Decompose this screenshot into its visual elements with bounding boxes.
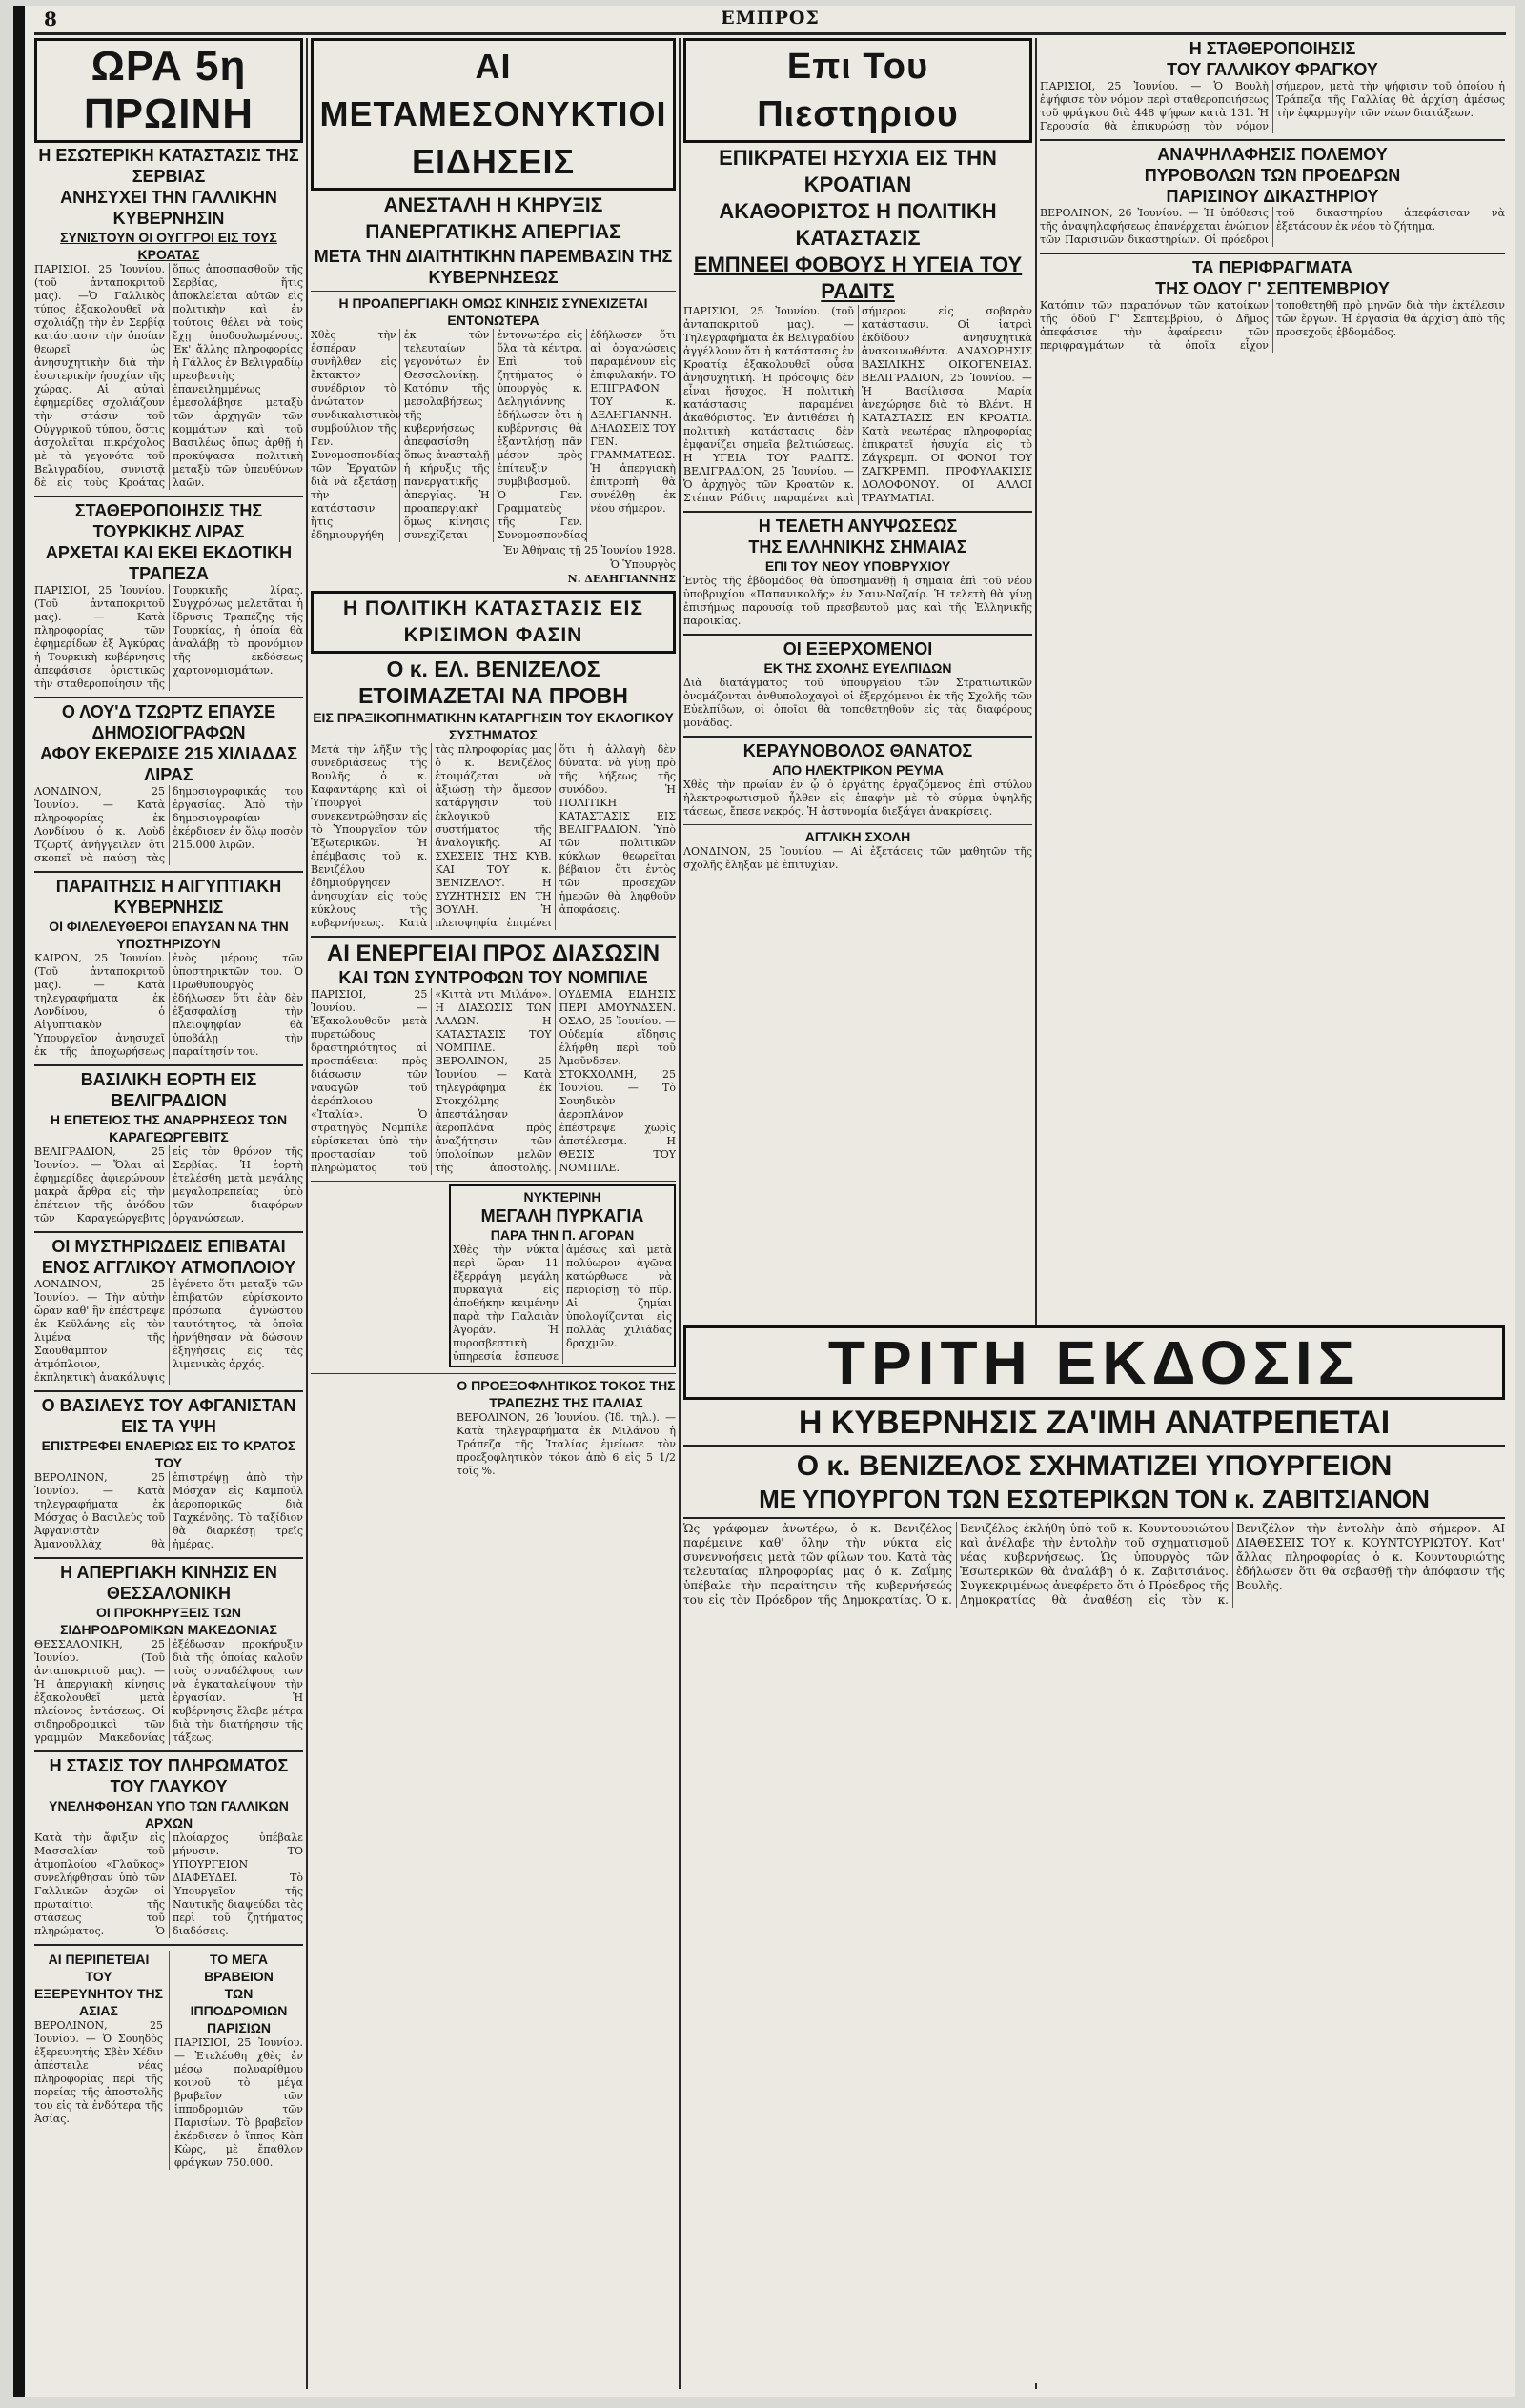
article-body: ΛΟΝΔΙΝΟΝ, 25 Ἰουνίου. — Τὴν αὐτὴν ὥραν καθ' ἣν ἐπέστρεψε ἐκ Κεϋλάνης εἰς τὸν λιμένα τῆς Σαουθάμπτον ἀτμόπλοιον, ἐκπληκτικὴ ἀνακάλυψις ἐγένετο ὅτι μεταξὺ τῶν ἐπιβατῶν εὑρίσκοντο πρόσωπα ἀγνώστου ταυτότητος, τὰ ὁποῖα ἠρνήθησαν νὰ δώσουν ἐξηγήσεις εἰς τὰς λιμενικὰς ἀρχάς. — [34, 1278, 303, 1384]
article-glaukos — [34, 1755, 303, 1938]
article-egypt — [34, 876, 303, 1059]
article-appeal — [1040, 144, 1505, 247]
headline: Η ΤΕΛΕΤΗ ΑΝΥΨΩΣΕΩΣ — [758, 516, 958, 536]
headline: ΑΙ ΕΝΕΡΓΕΙΑΙ ΠΡΟΣ ΔΙΑΣΩΣΙΝ — [326, 941, 661, 966]
article-body: ΠΑΡΙΣΙΟΙ, 25 Ἰουνίου. — Ὁ Βουλὴ ἐψήφισε τὸν νόμον περὶ σταθεροποιήσεως τοῦ φράγκου διὰ 448 ψήφων κατὰ 131. Ἡ Γερουσία θὰ ἐπικυρώσῃ τὸν νόμον σήμερον, μετὰ τὴν ψήφισιν τοῦ ὁποίου ἡ Τράπεζα τῆς Γαλλίας θὰ ἀρχίσῃ ἀμέσως τὴν ἐφαρμογὴν τῶν νέων διατάξεων. — [1040, 80, 1505, 132]
article-passengers — [34, 1236, 303, 1385]
headline: ΤΗΣ ΕΛΛΗΝΙΚΗΣ ΣΗΜΑΙΑΣ — [748, 537, 967, 556]
headline: ΤΗΣ ΟΔΟΥ Γ' ΣΕΠΤΕΜΒΡΙΟΥ — [1155, 279, 1390, 298]
article-body: Διὰ διατάγματος τοῦ ὑπουργείου τῶν Στρατιωτικῶν ὀνομάζονται ἀνθυπολοχαγοὶ οἱ ἐξερχόμενοι ἐκ τῆς Σχολῆς τῶν Εὐελπίδων, οἱ ὁποῖοι θὰ τοποθετηθοῦν εἰς τὰς διαφόρους μονάδας. — [683, 677, 1032, 729]
subheadline: ΟΙ ΠΡΟΚΗΡΥΞΕΙΣ ΤΩΝ ΣΙΔΗΡΟΔΡΟΜΙΚΩΝ ΜΑΚΕΔΟΝΙΑΣ — [60, 1605, 277, 1637]
article-general-strike — [311, 192, 676, 585]
article-body: Χθὲς τὴν πρωίαν ἐν ᾧ ὁ ἐργάτης ἐργαζόμενος ἐπὶ στύλου ἠλεκτροφωτισμοῦ ἦλθεν εἰς ἐπαφὴν μὲ τὸ σύρμα ὑψηλῆς τάσεως, ἔπεσε νεκρός. Ἡ ἀστυνομία διεξάγει ἀνακρίσεις. — [683, 779, 1032, 818]
subheadline: ΕΙΣ ΠΡΑΞΙΚΟΠΗΜΑΤΙΚΗΝ ΚΑΤΑΡΓΗΣΙΝ ΤΟΥ ΕΚΛΟΓΙΚΟΥ ΣΥΣΤΗΜΑΤΟΣ — [313, 710, 674, 742]
article-afghanistan — [34, 1395, 303, 1551]
masthead — [34, 6, 1506, 35]
article-fences — [1040, 257, 1505, 353]
headline: ΑΦΟΥ ΕΚΕΡΔΙΣΕ 215 ΧΙΛΙΑΔΑΣ ΛΙΡΑΣ — [39, 744, 297, 784]
headline: ΑΡΧΕΤΑΙ ΚΑΙ ΕΚΕΙ ΕΚΔΟΤΙΚΗ ΤΡΑΠΕΖΑ — [45, 543, 293, 583]
section-banner: ΩΡΑ 5η ΠΡΩΙΝΗ — [34, 38, 303, 143]
headline: ΕΝΟΣ ΑΓΓΛΙΚΟΥ ΑΤΜΟΠΛΟΙΟΥ — [41, 1258, 296, 1277]
headline: ΠΥΡΟΒΟΛΩΝ ΤΩΝ ΠΡΟΕΔΡΩΝ — [1144, 166, 1401, 185]
signature-name: Ν. ΔΕΛΗΓΙΑΝΝΗΣ — [567, 573, 676, 585]
article-body: ΠΑΡΙΣΙΟΙ, 25 Ἰουνίου. (τοῦ ἀνταποκριτοῦ μας). —Ὁ Γαλλικὸς τύπος ἐξακολουθεῖ νὰ σχολιάζῃ τὴν ἐν Σερβίᾳ κατάστασιν τὴν ὁποίαν θεωρεῖ ὡς ἀνησυχητικὴν διὰ τὴν ἐσωτερικὴν ἡσυχίαν τῆς χώρας. Αἱ αὐταὶ ἐφημερίδες σχολιάζουν τὴν στάσιν τοῦ Οὐγγρικοῦ τύπου, ὅστις ἀσχολεῖται πικρόχολος μὲ τὰ γεγονότα τοῦ Βελιγραδίου, συνιστᾷ δὲ εἰς τοὺς Κροάτας ὅπως ἀποσπασθοῦν τῆς Σερβίας, ἥτις ἀποκλείεται αὐτῶν εἰς πολιτικὴν καὶ ἐν τούτοις θέλει νὰ τοὺς ἔχῃ ὑποδουλωμένους. Ἐκ' ἄλλης πληροφορίας ἡ Γάλλος ἐν Βελιγραδίῳ πρεσβευτὴς ἐπανειλημμένως ἐμεσολάβησε μεταξὺ τῶν ἀρχηγῶν τῶν κομμάτων καὶ τοῦ Βασιλέως ὅπως ἀρθῇ ἡ προκύψασα πολιτικὴ μεταξὺ τῶν ὑπευθύνων λαῶν. — [34, 263, 303, 489]
article-nobile — [311, 941, 676, 1175]
article-body: ΛΟΝΔΙΝΟΝ, 25 Ἰουνίου. — Αἱ ἐξετάσεις τῶν μαθητῶν τῆς σχολῆς ἔληξαν μὲ ἐπιτυχίαν. — [683, 845, 1032, 871]
headline: Ο ΒΑΣΙΛΕΥΣ ΤΟΥ ΑΦΓΑΝΙΣΤΑΝ ΕΙΣ ΤΑ ΥΨΗ — [41, 1396, 296, 1436]
page-edge — [13, 6, 25, 2397]
headline: ΠΑΡΙΣΙΝΟΥ ΔΙΚΑΣΤΗΡΙΟΥ — [1166, 187, 1379, 206]
headline: Η ΣΤΑΣΙΣ ΤΟΥ ΠΛΗΡΩΜΑΤΟΣ ΤΟΥ ΓΛΑΥΚΟΥ — [49, 1756, 289, 1796]
article-body: ΠΑΡΙΣΙΟΙ, 25 Ἰουνίου. (τοῦ ἀνταποκριτοῦ μας). — Τηλεγραφήματα ἐκ Βελιγραδίου ἀγγέλλουν ὅτι ἡ κατάστασις ἐν Κροατίᾳ ἐξακολουθεῖ οὖσα ἀνησυχητική. Ἡ πρόσοψις δὲν εἶναι ἥσυχος. Ἡ πολιτικὴ κατάστασις παραμένει ἀκαθόριστος. Ἐν ἀντιθέσει ἡ πολιτικὴ κατάστασις δὲν ἐμφανίζει σημεῖα βελτιώσεως. Η ΥΓΕΙΑ ΤΟΥ ΡΑΔΙΤΣ. ΒΕΛΙΓΡΑΔΙΟΝ, 25 Ἰουνίου. — Ὁ ἀρχηγὸς τῶν Κροατῶν κ. Στέπαν Ράδιτς παραμένει καὶ σήμερον εἰς σοβαρὰν κατάστασιν. Οἱ ἰατροὶ ἐκδίδουν ἀνησυχητικὰ ἀνακοινωθέντα. ΑΝΑΧΩΡΗΣΙΣ ΒΑΣΙΛΙΚΗΣ ΟΙΚΟΓΕΝΕΙΑΣ. ΒΕΛΙΓΡΑΔΙΟΝ, 25 Ἰουνίου. — Ἡ Βασίλισσα Μαρία ἀνεχώρησε διὰ τὸ Βλέντ. Η ΚΑΤΑΣΤΑΣΙΣ ΕΝ ΚΡΟΑΤΙΑ. Κατὰ νεωτέρας πληροφορίας ἐπικρατεῖ ἡσυχία εἰς τὸ Ζάγκρεμπ. ΟΙ ΦΟΝΟΙ ΤΟΥ ΖΑΓΚΡΕΜΠ. ΠΡΟΦΥΛΑΚΙΣΙΣ ΔΟΛΟΦΟΝΟΥ. ΟΙ ΑΛΛΟΙ ΤΡΑΥΜΑΤΙΑΙ. — [683, 305, 1032, 504]
article-cadets — [683, 638, 1032, 730]
headline: Ο κ. ΒΕΝΙΖΕΛΟΣ ΣΧΗΜΑΤΙΖΕΙ ΥΠΟΥΡΓΕΙΟΝ — [796, 1450, 1393, 1482]
headline: ΜΕΤΑ ΤΗΝ ΔΙΑΙΤΗΤΙΚΗΝ ΠΑΡΕΜΒΑΣΙΝ ΤΗΣ ΚΥΒΕΡΝΗΣΕΩΣ — [314, 247, 673, 287]
article-body: Χθὲς τὴν ἑσπέραν συνῆλθεν εἰς ἔκτακτον συνέδριον τὸ ἀνώτατον συνδικαλιστικὸν συμβούλιον τῆς Γεν. Συνομοσπονδίας τῶν Ἐργατῶν διὰ νὰ ἐξετάσῃ τὴν κατάστασιν ἥτις ἐδημιουργήθη ἐκ τῶν τελευταίων γεγονότων ἐν Θεσσαλονίκῃ. Κατόπιν τῆς μεσολαβήσεως τῆς κυβερνήσεως ἀπεφασίσθη ὅπως ἀνασταλῇ ἡ κήρυξις τῆς πανεργατικῆς ἀπεργίας. Ἡ προαπεργιακὴ ὅμως κίνησις συνεχίζεται ἐντονωτέρα εἰς ὅλα τὰ κέντρα. Ἐπὶ τοῦ ζητήματος ὁ ὑπουργὸς κ. Δεληγιάννης ἐδήλωσεν ὅτι ἡ κυβέρνησις θὰ ἐξαντλήσῃ πᾶν μέσον πρὸς ἐπίτευξιν συμβιβασμοῦ. Ὁ Γεν. Γραμματεὺς τῆς Γεν. Συνομοσπονδίας ἐδήλωσεν ὅτι αἱ ὀργανώσεις παραμένουν εἰς ἐπιφυλακήν. ΤΟ ΕΠΙΓΡΑΦΟΝ ΤΟΥ κ. ΔΕΛΗΓΙΑΝΝΗ. ΔΗΛΩΣΕΙΣ ΤΟΥ ΓΕΝ. ΓΡΑΜΜΑΤΕΩΣ. Ἡ ἀπεργιακὴ ἐπιτροπὴ θὰ συνέλθῃ ἐκ νέου σήμερον. — [311, 329, 676, 541]
subheadline: ΠΑΡΑ ΤΗΝ Π. ΑΓΟΡΑΝ — [490, 1227, 635, 1243]
headline: ΑΝΑΨΗΛΑΦΗΣΙΣ ΠΟΛΕΜΟΥ — [1157, 145, 1388, 164]
column-rule — [679, 38, 681, 2389]
article-electrocution — [683, 740, 1032, 819]
headline: ΜΕΓΑΛΗ ΠΥΡΚΑΓΙΑ — [480, 1206, 644, 1225]
article-fire — [449, 1184, 676, 1367]
subheadline: ΕΠΙΣΤΡΕΦΕΙ ΕΝΑΕΡΙΩΣ ΕΙΣ ΤΟ ΚΡΑΤΟΣ ΤΟΥ — [41, 1438, 296, 1470]
subheadline: Η ΕΠΕΤΕΙΟΣ ΤΗΣ ΑΝΑΡΡΗΣΕΩΣ ΤΩΝ ΚΑΡΑΓΕΩΡΓΕΒΙΤΣ — [50, 1112, 288, 1144]
article-body: ΚΑΙΡΟΝ, 25 Ἰουνίου. (Τοῦ ἀνταποκριτοῦ μας). — Κατὰ τηλεγραφήματα ἐκ Λονδίνου, ὁ Αἰγυπτιακὸν Ὑπουργεῖον ἀνησυχεῖ ἐκ τῆς ἀποχωρήσεως ἐνὸς μέρους τῶν ὑποστηρικτῶν του. Ὁ Πρωθυπουργὸς ἐδήλωσεν ὅτι ἐὰν δὲν ἐξασφαλίσῃ τὴν πλειοψηφίαν θὰ ὑποβάλῃ τὴν παραίτησίν του. — [34, 952, 303, 1058]
article-franc — [1040, 38, 1505, 133]
headline: ΟΙ ΜΥΣΤΗΡΙΩΔΕΙΣ ΕΠΙΒΑΤΑΙ — [51, 1237, 286, 1256]
article-body: Ὡς γράφομεν ἀνωτέρω, ὁ κ. Βενιζέλος παρέμεινε καθ' ὅλην τὴν νύκτα εἰς συνεννοήσεις μετὰ τῶν φίλων του. Κατὰ τὰς τελευταίας πληροφορίας μας ὁ κ. Ζαΐμης ὑπέβαλε τὴν παραίτησιν τῆς κυβερνήσεώς του εἰς τὸν Πρόεδρον τῆς Δημοκρατίας. Ὁ κ. Βενιζέλος ἐκλήθη ὑπὸ τοῦ κ. Κουντουριώτου καὶ ἀνέλαβε τὴν ἐντολὴν τοῦ σχηματισμοῦ νέας κυβερνήσεως. Ὡς ὑπουργὸς τῶν Ἐσωτερικῶν θὰ ἀναλάβῃ ὁ κ. Ζαβιτσιάνος. Συγκεκριμένως ἀνεφέρετο ὅτι ὁ Πρόεδρος τῆς Δημοκρατίας θὰ ἀναθέσῃ εἰς τὸν κ. Βενιζέλον τὴν ἐντολὴν ἀπὸ σήμερον. ΑΙ ΔΙΑΘΕΣΕΙΣ ΤΟΥ κ. ΚΟΥΝΤΟΥΡΙΩΤΟΥ. Κατ' ἄλλας πληροφορίας ὁ κ. Κουντουριώτης ἐδήλωσεν ὅτι θὰ σεβασθῇ τὴν ἀπόφασιν τῆς Βουλῆς. — [683, 1522, 1505, 1607]
article-serbia — [34, 145, 303, 490]
headline: ΤΟΥ ΕΞΕΡΕΥΝΗΤΟΥ ΤΗΣ ΑΣΙΑΣ — [34, 1969, 164, 2018]
headline: ΒΑΣΙΛΙΚΗ ΕΟΡΤΗ ΕΙΣ ΒΕΛΙΓΡΑΔΙΟΝ — [80, 1070, 257, 1110]
subheadline: Η ΠΡΟΑΠΕΡΓΙΑΚΗ ΟΜΩΣ ΚΙΝΗΣΙΣ ΣΥΝΕΧΙΖΕΤΑΙ ΕΝΤΟΝΩΤΕΡΑ — [338, 295, 648, 328]
headline: ΑΝΗΣΥΧΕΙ ΤΗΝ ΓΑΛΛΙΚΗΝ ΚΥΒΕΡΝΗΣΙΝ — [60, 188, 277, 228]
article-body: Μετὰ τὴν λῆξιν τῆς συνεδριάσεως τῆς Βουλῆς ὁ κ. Καφαντάρης καὶ οἱ Ὑπουργοὶ συνεκεντρώθησαν εἰς τὸ Ὑπουργεῖον τῶν Ἐξωτερικῶν. Ἡ ἐπέμβασις τοῦ κ. Βενιζέλου ἐδημιούργησεν ἀνησυχίαν εἰς τοὺς κύκλους τῆς κυβερνήσεως. Κατὰ τὰς πληροφορίας μας ὁ κ. Βενιζέλος ἐτοιμάζεται νὰ ἀξιώσῃ τὴν ἄμεσον κατάργησιν τοῦ ἐκλογικοῦ συστήματος τῆς ἀναλογικῆς. ΑΙ ΣΧΕΣΕΙΣ ΤΗΣ ΚΥΒ. ΚΑΙ ΤΟΥ κ. ΒΕΝΙΖΕΛΟΥ. Η ΣΥΖΗΤΗΣΙΣ ΕΝ ΤΗ ΒΟΥΛΗ. Ἡ πλειοψηφία ἐπιμένει ὅτι ἡ ἀλλαγὴ δὲν δύναται νὰ γίνῃ πρὸ τῆς λήξεως τῆς συνόδου. Ἡ ΠΟΛΙΤΙΚΗ ΚΑΤΑΣΤΑΣΙΣ ΕΙΣ ΒΕΛΙΓΡΑΔΙΟΝ. Ὑπὸ τῶν πολιτικῶν κύκλων θεωρεῖται βέβαιον ὅτι ἐντὸς τῶν προσεχῶν ἡμερῶν θὰ ληφθοῦν ἀποφάσεις. — [311, 743, 676, 929]
newspaper-page — [13, 6, 1515, 2397]
article-body: ΠΑΡΙΣΙΟΙ, 25 Ἰουνίου. — Ἐτελέσθη χθὲς ἐν μέσῳ πολυαρίθμου κοινοῦ τὸ μέγα βραβεῖον τῶν ἱπποδρομιῶν τῶν Παρισίων. Τὸ βραβεῖον ἐκέρδισεν ὁ ἵππος Κὰπ Κὼρς, μὲ ἔπαθλον φράγκων 750.000. — [174, 2036, 303, 2169]
headline: ΟΙ ΕΞΕΡΧΟΜΕΝΟΙ — [783, 639, 933, 658]
subheadline: ΑΠΟ ΗΛΕΚΤΡΙΚΟΝ ΡΕΥΜΑ — [772, 762, 944, 778]
subheadline: ΣΥΝΙΣΤΟΥΝ ΟΙ ΟΥΓΓΡΟΙ ΕΙΣ ΤΟΥΣ ΚΡΟΑΤΑΣ — [60, 230, 277, 262]
headline: Η ΑΠΕΡΓΙΑΚΗ ΚΙΝΗΣΙΣ ΕΝ ΘΕΣΣΑΛΟΝΙΚΗ — [60, 1563, 277, 1603]
headline: ΚΑΙ ΤΩΝ ΣΥΝΤΡΟΦΩΝ ΤΟΥ ΝΟΜΠΙΛΕ — [338, 968, 648, 987]
headline: Η ΚΥΒΕΡΝΗΣΙΣ ΖΑ'ΙΜΗ ΑΝΑΤΡΕΠΕΤΑΙ — [798, 1405, 1391, 1441]
section-banner: Η ΠΟΛΙΤΙΚΗ ΚΑΤΑΣΤΑΣΙΣ ΕΙΣ ΚΡΙΣΙΜΟΝ ΦΑΣΙΝ — [311, 591, 676, 654]
article-body: ΒΕΡΟΛΙΝΟΝ, 25 Ἰουνίου. — Ὁ Σουηδὸς ἐξερευνητὴς Σβὲν Χέδιν ἀπέστειλε νέας πληροφορίας περὶ τῆς πορείας τῆς ἀποστολῆς του εἰς τὰ ἐνδότερα τῆς Ἀσίας. — [34, 2019, 163, 2125]
article-body: Κατόπιν τῶν παραπόνων τῶν κατοίκων τῆς ὁδοῦ Γ' Σεπτεμβρίου, ὁ Δῆμος ἀπεφάσισε τὴν ἀφαίρεσιν τῶν περιφραγμάτων τὰ ὁποῖα εἶχον τοποθετηθῆ πρὸ μηνῶν διὰ τὴν ἐκτέλεσιν τῶν ἔργων. Ἡ ἐργασία θὰ ἀρχίσῃ ἀπὸ τῆς προσεχοῦς ἑβδομάδος. — [1040, 299, 1505, 352]
article-royal-feast — [34, 1069, 303, 1225]
article-venizelos — [311, 656, 676, 930]
headline: ΤΩΝ ΙΠΠΟΔΡΟΜΙΩΝ ΠΑΡΙΣΙΩΝ — [190, 1986, 288, 2035]
headline: ΕΜΠΝΕΕΙ ΦΟΒΟΥΣ Η ΥΓΕΙΑ ΤΟΥ ΡΑΔΙΤΣ — [693, 253, 1023, 303]
headline: ΣΤΑΘΕΡΟΠΟΙΗΣΙΣ ΤΗΣ ΤΟΥΡΚΙΚΗΣ ΛΙΡΑΣ — [74, 501, 263, 541]
headline: Ο ΛΟΥ'Δ ΤΖΩΡΤΖ ΕΠΑΥΣΕ ΔΗΜΟΣΙΟΓΡΑΦΩΝ — [61, 702, 276, 742]
article-strike-thessaloniki — [34, 1562, 303, 1745]
headline: Η ΕΣΩΤΕΡΙΚΗ ΚΑΤΑΣΤΑΣΙΣ ΤΗΣ ΣΕΡΒΙΑΣ — [38, 146, 299, 186]
headline: ΑΚΑΘΟΡΙΣΤΟΣ Η ΠΟΛΙΤΙΚΗ ΚΑΤΑΣΤΑΣΙΣ — [719, 199, 997, 250]
paper-name: ΕΜΠΡΟΣ — [721, 8, 820, 29]
headline: ΤΟΥ ΓΑΛΛΙΚΟΥ ΦΡΑΓΚΟΥ — [1167, 60, 1378, 79]
headline: ΚΕΡΑΥΝΟΒΟΛΟΣ ΘΑΝΑΤΟΣ — [742, 741, 973, 760]
article-body: ΒΕΡΟΛΙΝΟΝ, 26 Ἰουνίου. (Ἰδ. τηλ.). — Κατὰ τηλεγραφήματα ἐκ Μιλάνου ἡ Τράπεζα τῆς Ἰταλίας ἐμείωσε τὸν προεξοφλητικὸν τόκον ἀπὸ 6 εἰς 5 1/2 τοῖς %. — [457, 1411, 676, 1477]
signature-role: Ὁ Ὑπουργὸς — [610, 558, 676, 571]
column-1 — [34, 38, 303, 2392]
article-body: ΒΕΛΙΓΡΑΔΙΟΝ, 25 Ἰουνίου. — Ὅλαι αἱ ἐφημερίδες ἀφιερώνουν μακρὰ ἄρθρα εἰς τὴν ἐπέτειον τῆς ἀνόδου τῶν Καραγεώργεβιτς εἰς τὸν θρόνον τῆς Σερβίας. Ἡ ἑορτὴ ἐτελέσθη μετὰ μεγάλης μεγαλοπρεπείας ὑπὸ τῶν διαφόρων ὀργανώσεων. — [34, 1145, 303, 1224]
page-number: 8 — [44, 8, 57, 30]
subheadline: ΟΙ ΦΙΛΕΛΕΥΘΕΡΟΙ ΕΠΑΥΣΑΝ ΝΑ ΤΗΝ ΥΠΟΣΤΗΡΙΖΟΥΝ — [49, 919, 289, 951]
kicker: ΝΥΚΤΕΡΙΝΗ — [523, 1189, 601, 1204]
article-flag — [683, 516, 1032, 628]
column-3 — [683, 38, 1032, 1329]
section-banner: Επι Του Πιεστηριου — [683, 38, 1032, 143]
edition-banner: ΤΡΙΤΗ ΕΚΔΟΣΙΣ — [683, 1325, 1505, 1400]
article-body: ΠΑΡΙΣΙΟΙ, 25 Ἰουνίου. (Τοῦ ἀνταποκριτοῦ μας). — Κατὰ πληροφορίας τῶν ἐφημερίδων ἐξ Ἀγκύρας ἡ Τουρκικὴ κυβέρνησις ἀπεφάσισε ὁριστικῶς τὴν σταθεροποίησιν τῆς Τουρκικῆς λίρας. Συγχρόνως μελετᾶται ἡ ἵδρυσις Τραπέζης τῆς Τουρκίας, ἡ ὁποία θὰ ἀναλάβῃ τὸ προνόμιον τῆς ἐκδόσεως χαρτονομισμάτων. — [34, 584, 303, 690]
headline: ΑΙ ΠΕΡΙΠΕΤΕΙΑΙ — [48, 1952, 150, 1967]
subheadline: ΕΚ ΤΗΣ ΣΧΟΛΗΣ ΕΥΕΛΠΙΔΩΝ — [763, 660, 952, 676]
third-edition — [683, 1325, 1505, 2383]
article-body: Ἐντὸς τῆς ἑβδομάδος θὰ ὑποσημανθῇ ἡ σημαία ἐπὶ τοῦ νέου ὑποβρυχίου «Παπανικολῆς» ἐν Σαιν-Ναζαίρ. Ἡ τελετὴ θὰ γίνῃ ἐπισήμως παρουσίᾳ τοῦ πρεσβευτοῦ μας καὶ τῆς Ἑλληνικῆς παροικίας. — [683, 575, 1032, 627]
headline: ΤΑ ΠΕΡΙΦΡΑΓΜΑΤΑ — [1191, 258, 1353, 277]
article-lloyd-george — [34, 701, 303, 865]
column-2 — [311, 38, 676, 2392]
article-croatia — [683, 145, 1032, 505]
column-4 — [1040, 38, 1505, 1182]
article-body: ΠΑΡΙΣΙΟΙ, 25 Ἰουνίου. — Ἐξακολουθοῦν μετὰ πυρετώδους δραστηριότητος αἱ προσπάθειαι πρὸς διάσωσιν τῶν ναυαγῶν τοῦ ἀερόπλοιου «Ἰταλία». Ὁ στρατηγὸς Νομπίλε εὑρίσκεται ὑπὸ τὴν προστασίαν τοῦ πληρώματος τοῦ «Κιττὰ ντι Μιλάνο». Η ΔΙΑΣΩΣΙΣ ΤΩΝ ΑΛΛΩΝ. Η ΚΑΤΑΣΤΑΣΙΣ ΤΟΥ ΝΟΜΠΙΛΕ. ΒΕΡΟΛΙΝΟΝ, 25 Ἰουνίου. — Κατὰ τηλεγράφημα ἐκ Στοκχόλμης ἀπεστάλησαν ἀεροπλάνα πρὸς ἀναζήτησιν τῶν ὑπολοίπων μελῶν τῆς ἀποστολῆς. ΟΥΔΕΜΙΑ ΕΙΔΗΣΙΣ ΠΕΡΙ ΑΜΟΥΝΔΣΕΝ. ΟΣΛΟ, 25 Ἰουνίου. — Οὐδεμία εἴδησις ἐλήφθη περὶ τοῦ Ἀμοῦνδσεν. ΣΤΟΚΧΟΛΜΗ, 25 Ἰουνίου. — Τὸ Σουηδικὸν ἀεροπλάνον ἐπέστρεψε χωρὶς ἀποτέλεσμα. Η ΘΕΣΙΣ ΤΟΥ ΝΟΜΠΙΛΕ. — [311, 988, 676, 1174]
article-lira — [34, 500, 303, 691]
headline: ΜΕ ΥΠΟΥΡΓΟΝ ΤΩΝ ΕΣΩΤΕΡΙΚΩΝ ΤΟΝ κ. ΖΑΒΙΤΣΙΑΝΟΝ — [759, 1485, 1430, 1513]
headline: ΑΓΓΛΙΚΗ ΣΧΟΛΗ — [804, 829, 911, 844]
article-english-school — [683, 828, 1032, 872]
article-grand-prix — [169, 1951, 303, 2170]
article-body: ΛΟΝΔΙΝΟΝ, 25 Ἰουνίου. — Κατὰ πληροφορίας ἐκ Λονδίνου ὁ κ. Λοὺδ Τζὼρτζ ἀνήγγειλεν ὅτι σκοπεῖ νὰ παύσῃ τὰς δημοσιογραφικάς του ἐργασίας. Ἀπὸ τὴν δημοσιογραφίαν ἐκέρδισεν ἐν ὅλῳ ποσὸν 215.000 λιρῶν. — [34, 785, 303, 864]
article-body: ΒΕΡΟΛΙΝΟΝ, 26 Ἰουνίου. — Ἡ ὑπόθεσις τῆς ἀναψηλαφήσεως ἐπανέρχεται ἐνώπιον τῶν Παρισινῶν δικαστηρίων. Οἱ πρόεδροι τοῦ δικαστηρίου ἀπεφάσισαν νὰ ἐξετάσουν ἐκ νέου τὸ ζήτημα. — [1040, 207, 1505, 246]
headline: Ο κ. ΕΛ. ΒΕΝΙΖΕΛΟΣ ΕΤΟΙΜΑΖΕΤΑΙ ΝΑ ΠΡΟΒΗ — [358, 657, 628, 708]
article-body: Χθὲς τὴν νύκτα περὶ ὥραν 11 ἐξερράγη μεγάλη πυρκαγιὰ εἰς ἀποθήκην κειμένην παρὰ τὴν Παλαιὰν Ἀγοράν. Ἡ πυροσβεστικὴ ὑπηρεσία ἔσπευσε ἀμέσως καὶ μετὰ πολύωρον ἀγῶνα κατώρθωσε νὰ περιορίσῃ τὸ πῦρ. Αἱ ζημίαι ὑπολογίζονται εἰς πολλὰς χιλιάδας δραχμῶν. — [453, 1244, 672, 1363]
article-body: ΒΕΡΟΛΙΝΟΝ, 25 Ἰουνίου. — Κατὰ τηλεγραφήματα ἐκ Μόσχας ὁ Βασιλεὺς τοῦ Ἀφγανιστὰν Ἀμανουλλὰχ θὰ ἐπιστρέψῃ ἀπὸ τὴν Μόσχαν εἰς Καμπούλ ἀεροπορικῶς διὰ Ταχκένδης. Τὸ ταξίδιον θὰ διαρκέσῃ τρεῖς ἡμέρας. — [34, 1471, 303, 1550]
column-rule — [306, 38, 308, 2389]
signature-date: Ἐν Ἀθήναις τῇ 25 Ἰουνίου 1928. — [503, 544, 676, 556]
article-body: ΘΕΣΣΑΛΟΝΙΚΗ, 25 Ἰουνίου. (Τοῦ ἀνταποκριτοῦ μας). — Ἡ ἀπεργιακὴ κίνησις ἐξακολουθεῖ μετὰ πλείονος ἐντάσεως. Οἱ σιδηροδρομικοὶ τῶν γραμμῶν Μακεδονίας ἐξέδωσαν προκήρυξιν διὰ τῆς ὁποίας καλοῦν τοὺς συναδέλφους των νὰ ἐγκαταλείψουν τὴν ἐργασίαν. Ἡ κυβέρνησις ἔλαβε μέτρα διὰ τὴν διατήρησιν τῆς τάξεως. — [34, 1638, 303, 1744]
subheadline: ΥΝΕΛΗΦΘΗΣΑΝ ΥΠΟ ΤΩΝ ΓΑΛΛΙΚΩΝ ΑΡΧΩΝ — [49, 1798, 289, 1831]
headline: Ο ΠΡΟΕΞΟΦΛΗΤΙΚΟΣ ΤΟΚΟΣ ΤΗΣ ΤΡΑΠΕΖΗΣ ΤΗΣ ΙΤΑΛΙΑΣ — [457, 1378, 676, 1410]
subheadline: ΕΠΙ ΤΟΥ ΝΕΟΥ ΥΠΟΒΡΥΧΙΟΥ — [764, 558, 951, 574]
headline: ΑΝΕΣΤΑΛΗ Η ΚΗΡΥΞΙΣ ΠΑΝΕΡΓΑΤΙΚΗΣ ΑΠΕΡΓΙΑΣ — [365, 194, 621, 243]
article-explorer — [34, 1951, 163, 2170]
headline: Η ΣΤΑΘΕΡΟΠΟΙΗΣΙΣ — [1189, 39, 1356, 58]
article-body: Κατὰ τὴν ἄφιξιν εἰς Μασσαλίαν τοῦ ἀτμοπλοίου «Γλαῦκος» συνελήφθησαν ὑπὸ τῶν Γαλλικῶν ἀρχῶν οἱ πρωταίτιοι τῆς στάσεως τοῦ πληρώματος. Ὁ πλοίαρχος ὑπέβαλε μήνυσιν. ΤΟ ΥΠΟΥΡΓΕΙΟΝ ΔΙΑΦΕΥΔΕΙ. Τὸ Ὑπουργεῖον τῆς Ναυτικῆς διαψεύδει τὰς περὶ τοῦ ζητήματος διαδόσεις. — [34, 1831, 303, 1937]
headline: ΤΟ ΜΕΓΑ ΒΡΑΒΕΙΟΝ — [204, 1952, 274, 1984]
headline: ΕΠΙΚΡΑΤΕΙ ΗΣΥΧΙΑ ΕΙΣ ΤΗΝ ΚΡΟΑΤΙΑΝ — [719, 146, 997, 196]
section-banner: ΑΙ ΜΕΤΑΜΕΣΟΝΥΚΤΙΟΙ ΕΙΔΗΣΕΙΣ — [311, 38, 676, 191]
article-discount-rate — [457, 1377, 676, 1478]
headline: ΠΑΡΑΙΤΗΣΙΣ Η ΑΙΓΥΠΤΙΑΚΗ ΚΥΒΕΡΝΗΣΙΣ — [55, 877, 282, 917]
